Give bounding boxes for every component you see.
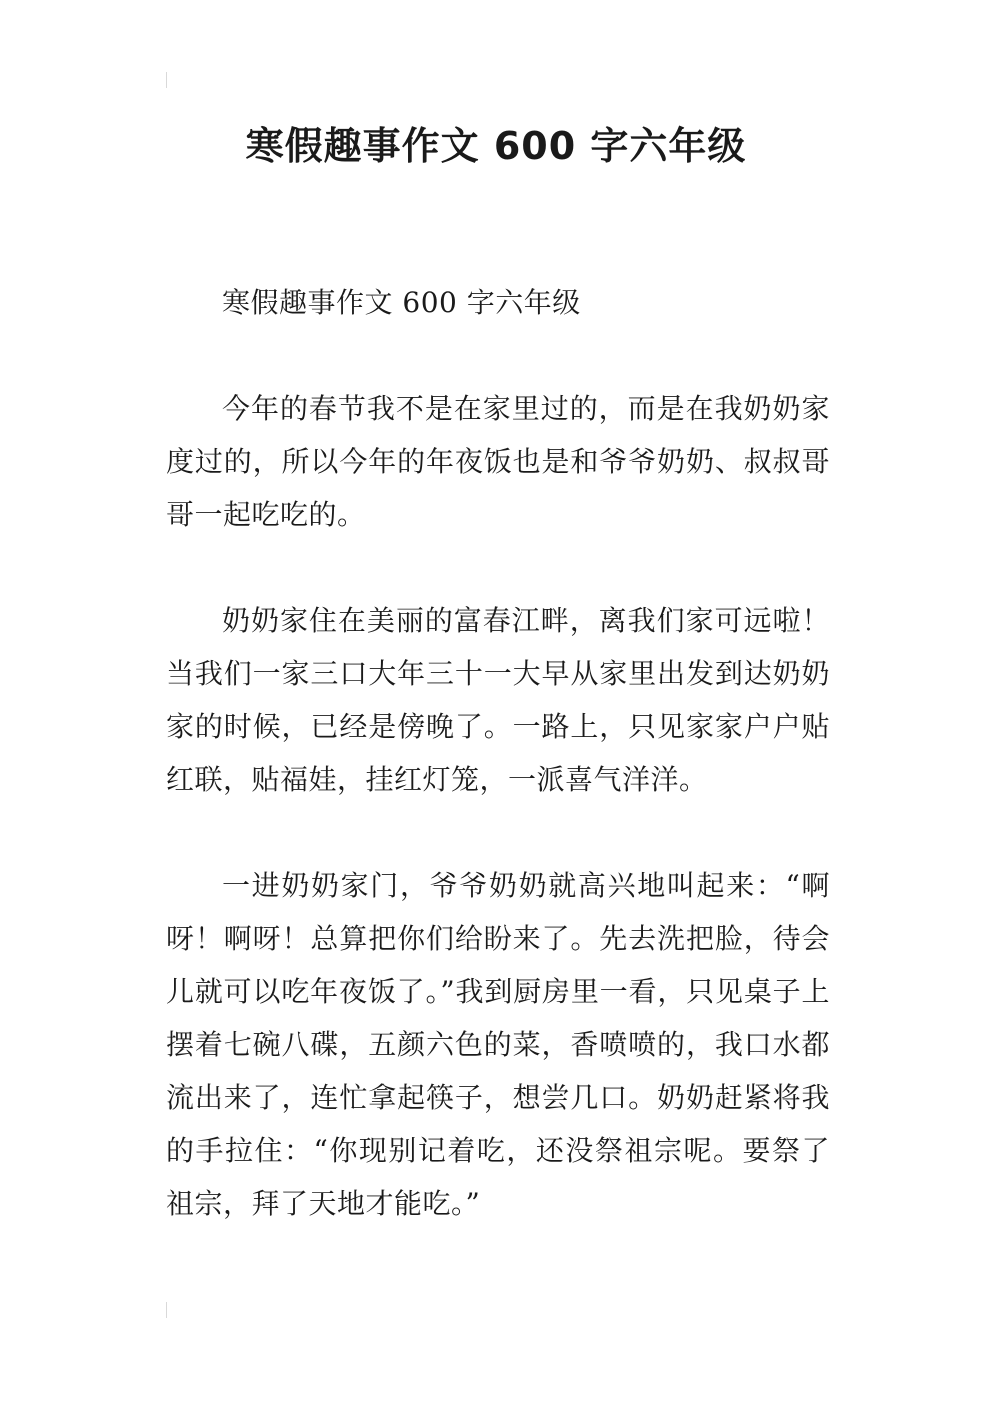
paragraph-1: 今年的春节我不是在家里过的，而是在我奶奶家度过的，所以今年的年夜饭也是和爷爷奶奶、叔叔哥哥一起吃吃的。 xyxy=(166,392,830,531)
paragraph-2: 奶奶家住在美丽的富春江畔，离我们家可远啦！当我们一家三口大年三十一大早从家里出发到达奶奶家的时候，已经是傍晚了。一路上，只见家家户户贴红联，贴福娃，挂红灯笼，一派喜气洋洋。 xyxy=(166,604,830,796)
paragraph-3: 一进奶奶家门，爷爷奶奶就高兴地叫起来：“啊呀！啊呀！总算把你们给盼来了。先去洗把脸，待会儿就可以吃年夜饭了。”我到厨房里一看，只见桌子上摆着七碗八碟，五颜六色的菜，香喷喷的，我口水都流出来了，连忙拿起筷子，想尝几口。奶奶赶紧将我的手拉住：“你现别记着吃，还没祭祖宗呢。要祭了祖宗，拜了天地才能吃。” xyxy=(166,869,830,1220)
document-body xyxy=(166,276,830,1283)
page-margin-mark-bottom xyxy=(166,1302,167,1318)
document-subtitle: 寒假趣事作文 600 字六年级 xyxy=(222,286,581,319)
document-title: 寒假趣事作文 600 字六年级 xyxy=(245,124,747,168)
page-margin-mark-top xyxy=(166,72,167,88)
